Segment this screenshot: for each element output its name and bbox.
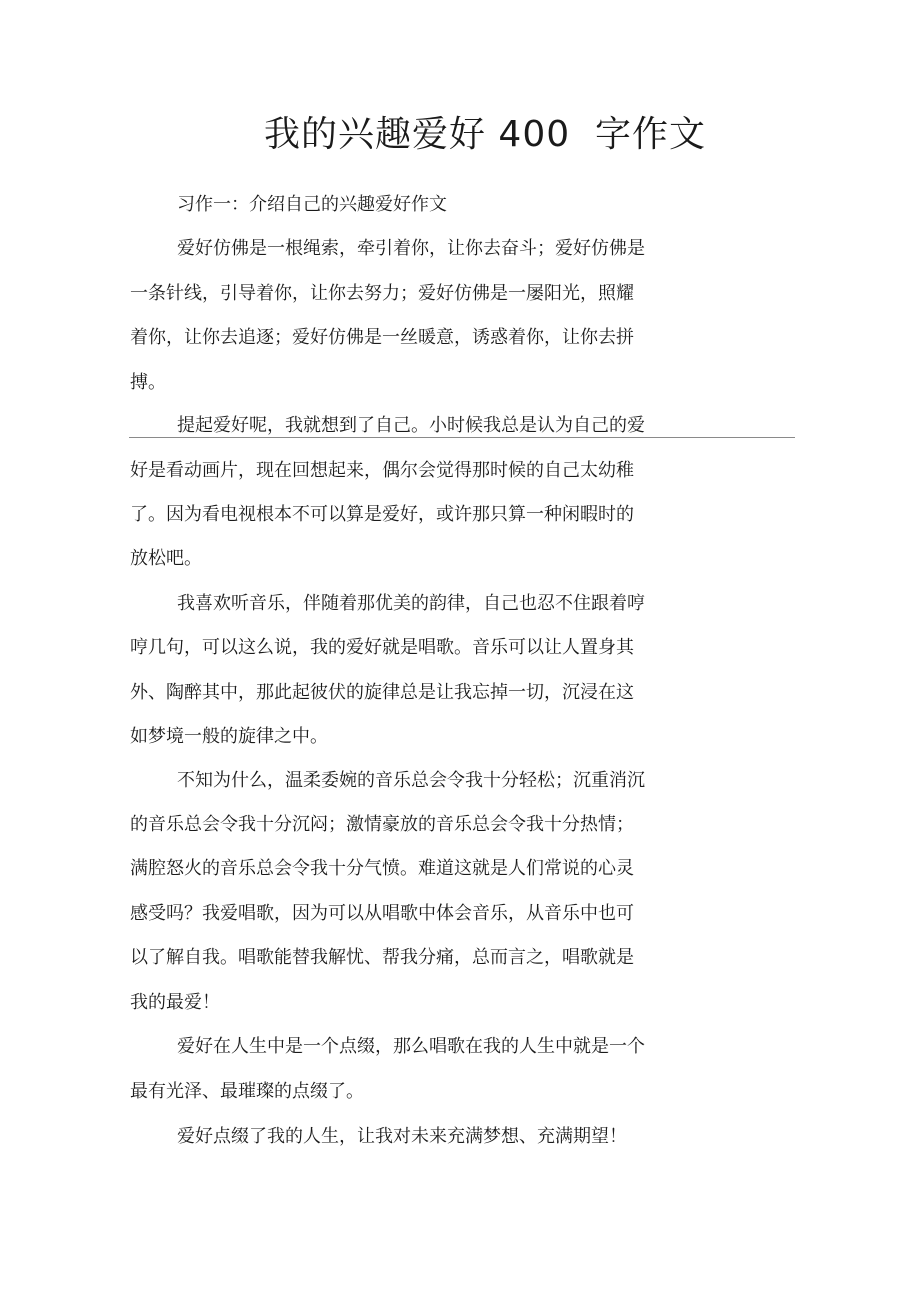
text-line: 以了解自我。唱歌能替我解忧、帮我分痛，总而言之，唱歌就是: [130, 947, 634, 968]
text-line: 爱好点缀了我的人生，让我对未来充满梦想、充满期望！: [177, 1126, 627, 1147]
text-line: 爱好仿佛是一根绳索，牵引着你，让你去奋斗；爱好仿佛是: [177, 238, 645, 259]
text-line: 我喜欢听音乐，伴随着那优美的韵律，自己也忍不住跟着哼: [177, 593, 645, 614]
text-line: 满腔怒火的音乐总会令我十分气愤。难道这就是人们常说的心灵: [130, 858, 634, 879]
text-line: 外、陶醉其中，那此起彼伏的旋律总是让我忘掉一切，沉浸在这: [130, 682, 634, 703]
text-line: 最有光泽、最璀璨的点缀了。: [130, 1081, 364, 1102]
text-line: 的音乐总会令我十分沉闷；激情豪放的音乐总会令我十分热情；: [130, 814, 634, 835]
text-line: 放松吧。: [130, 548, 202, 569]
horizontal-divider: [129, 437, 795, 438]
document-subtitle: 习作一：介绍自己的兴趣爱好作文: [177, 194, 447, 215]
text-line: 我的最爱！: [130, 992, 220, 1013]
text-line: 搏。: [130, 372, 166, 393]
text-line: 感受吗？我爱唱歌，因为可以从唱歌中体会音乐，从音乐中也可: [130, 903, 634, 924]
document-title: 我的兴趣爱好 400 字作文: [263, 114, 707, 155]
text-line: 一条针线，引导着你，让你去努力；爱好仿佛是一屡阳光，照耀: [130, 283, 634, 304]
text-line: 不知为什么，温柔委婉的音乐总会令我十分轻松；沉重消沉: [177, 770, 645, 791]
text-line: 提起爱好呢，我就想到了自己。小时候我总是认为自己的爱: [177, 415, 645, 436]
text-line: 了。因为看电视根本不可以算是爱好，或许那只算一种闲暇时的: [130, 504, 634, 525]
text-line: 哼几句，可以这么说，我的爱好就是唱歌。音乐可以让人置身其: [130, 637, 634, 658]
text-line: 好是看动画片，现在回想起来，偶尔会觉得那时候的自己太幼稚: [130, 460, 634, 481]
text-line: 如梦境一般的旋律之中。: [130, 726, 328, 747]
text-line: 着你，让你去追逐；爱好仿佛是一丝暖意，诱惑着你，让你去拼: [130, 327, 634, 348]
text-line: 爱好在人生中是一个点缀，那么唱歌在我的人生中就是一个: [177, 1036, 645, 1057]
